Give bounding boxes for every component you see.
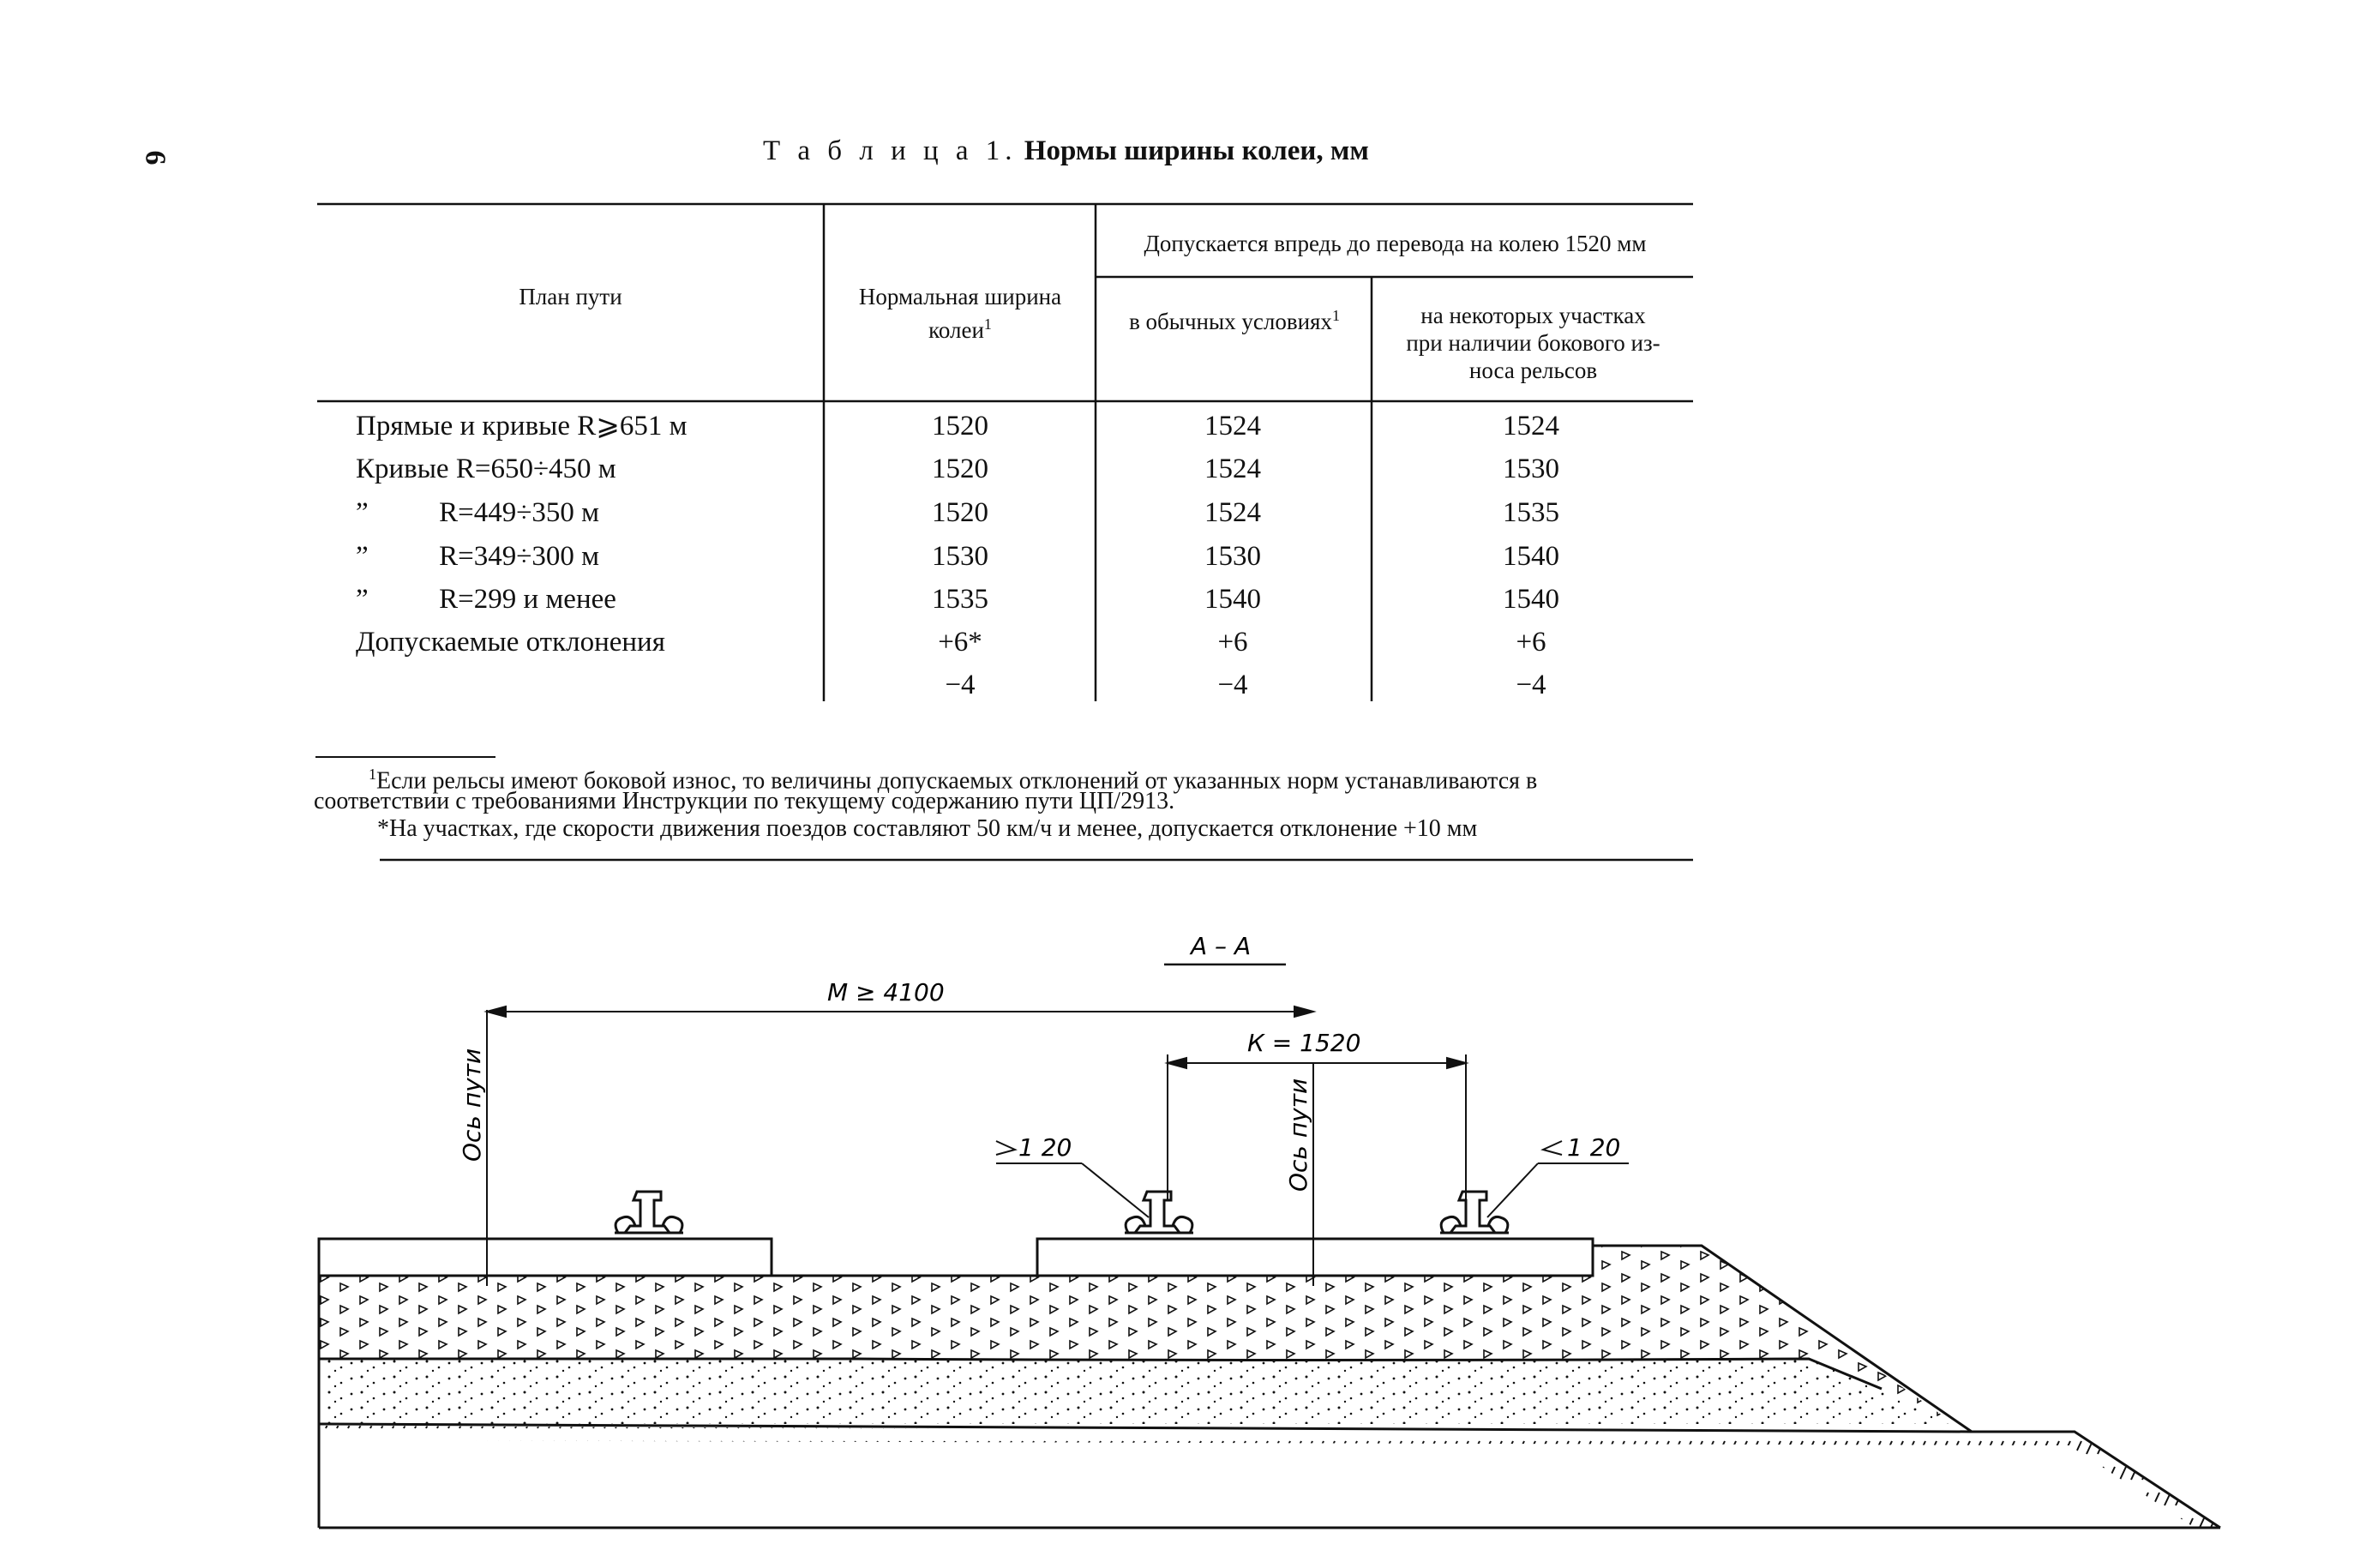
row-wear: −4 (1516, 670, 1546, 700)
row-plan: Кривые R=650÷450 м (356, 454, 616, 484)
dimension-m: М ≥ 4100 (827, 978, 945, 1006)
row-normal: 1520 (932, 411, 988, 442)
row-plan: ” R=299 и менее (356, 584, 616, 615)
footnote-1-continued: соответствии с требованиями Инструкции по текущему содержанию пути ЦП/2913. (314, 788, 1175, 814)
caption-lead: Т а б л и ц а 1. (763, 135, 1018, 166)
footnote-2: *На участках, где скорости движения поездов составляют 50 км/ч и менее, допускается отклонение +10 мм (377, 815, 1478, 842)
row-wear: 1530 (1503, 454, 1559, 484)
row-plan: Допускаемые отклонения (356, 627, 665, 658)
row-wear: 1535 (1503, 497, 1559, 528)
header-usual-text: в обычных условиях (1129, 309, 1332, 334)
header-normal-text: Нормальная ширина колеи (858, 284, 1062, 343)
row-wear: 1540 (1503, 541, 1559, 572)
row-plan: ” R=349÷300 м (356, 541, 600, 572)
row-usual: −4 (1217, 670, 1248, 700)
footnote-1-mark: 1 (369, 766, 376, 783)
header-wear-line: носа рельсов (1468, 357, 1598, 383)
row-usual: 1524 (1204, 411, 1261, 442)
header-plan: План пути (519, 284, 622, 309)
page-number: 6 (139, 150, 171, 165)
row-plan: Прямые и кривые R⩾651 м (356, 411, 688, 442)
row-normal: +6* (938, 627, 982, 658)
section-label: А – А (1191, 932, 1252, 960)
row-usual: 1540 (1204, 584, 1261, 615)
header-wear-line: на некоторых участках (1420, 303, 1646, 328)
row-usual: 1524 (1204, 454, 1261, 484)
row-wear: 1524 (1503, 411, 1559, 442)
dimension-k: К = 1520 (1247, 1029, 1361, 1057)
row-normal: 1520 (932, 497, 988, 528)
header-wear-line: при наличии бокового из- (1406, 330, 1660, 356)
footnote-1-text: Если рельсы имеют боковой износ, то величины допускаемых отклонений от указанных норм устанавливаются в (376, 767, 1538, 795)
row-normal: 1530 (932, 541, 988, 572)
axis-label-left: Ось пути (458, 1048, 486, 1162)
row-usual: +6 (1217, 627, 1248, 658)
row-usual: 1524 (1204, 497, 1261, 528)
header-allowed-group: Допускается впредь до перевода на колею 1520 мм (1144, 231, 1647, 256)
row-wear: 1540 (1503, 584, 1559, 615)
slope-right-label: 1 20 (1567, 1133, 1621, 1162)
axis-label-right: Ось пути (1284, 1078, 1312, 1192)
caption-title: Нормы ширины колеи, мм (1024, 135, 1369, 166)
row-usual: 1530 (1204, 541, 1261, 572)
row-plan: ” R=449÷350 м (356, 497, 600, 528)
row-wear: +6 (1516, 627, 1546, 658)
row-normal: 1520 (932, 454, 988, 484)
slope-left-label: 1 20 (1018, 1133, 1072, 1162)
row-normal: −4 (945, 670, 976, 700)
header-normal-sup: 1 (983, 315, 992, 333)
header-usual-sup: 1 (1331, 307, 1340, 324)
slope-angle-marks (996, 1141, 1562, 1155)
row-normal: 1535 (932, 584, 988, 615)
